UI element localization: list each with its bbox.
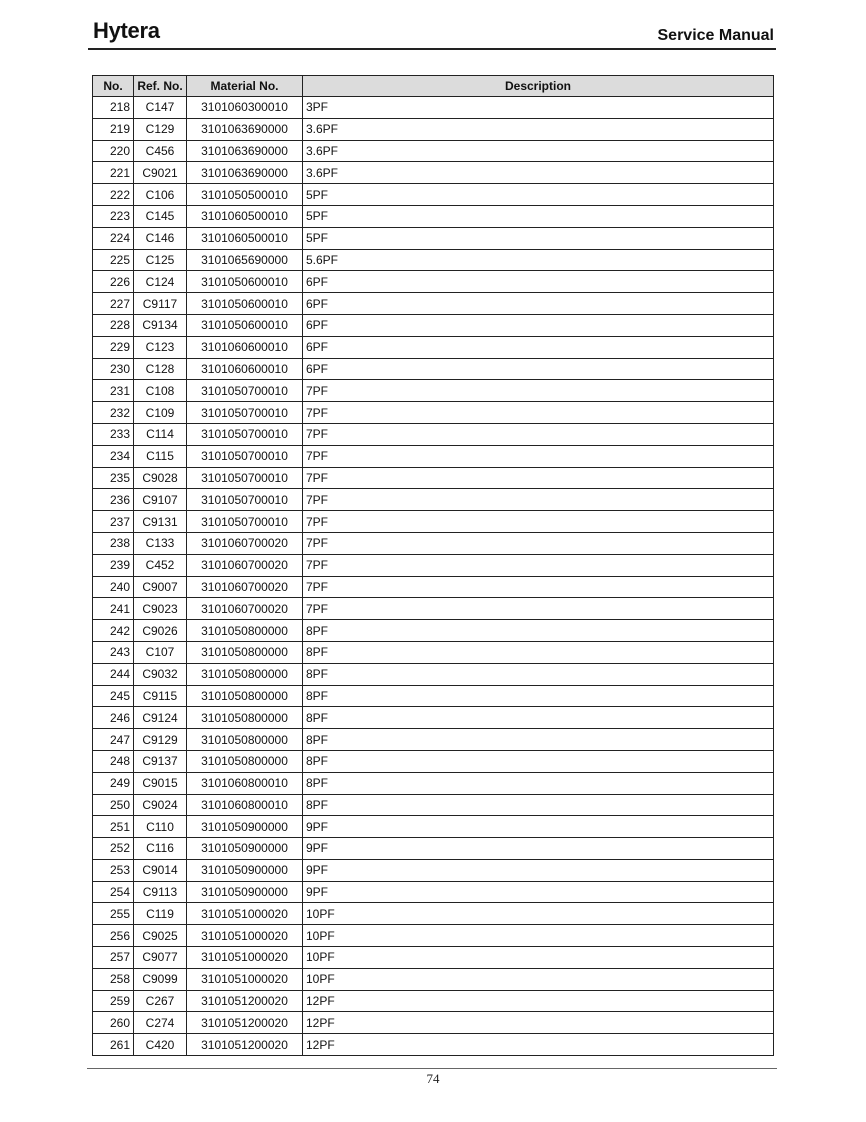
cell-material-no: 3101050500010 <box>187 184 303 206</box>
cell-material-no: 3101063690000 <box>187 118 303 140</box>
table-body <box>93 97 774 1056</box>
cell-material-no: 3101051200020 <box>187 990 303 1012</box>
cell-ref-no: C9115 <box>134 685 187 707</box>
cell-material-no: 3101051200020 <box>187 1034 303 1056</box>
cell-no: 238 <box>93 532 134 554</box>
table-row <box>93 380 774 402</box>
cell-ref-no: C124 <box>134 271 187 293</box>
cell-description: 3.6PF <box>303 140 774 162</box>
parts-list-table <box>92 75 774 1056</box>
cell-material-no: 3101051000020 <box>187 925 303 947</box>
cell-description: 7PF <box>303 489 774 511</box>
table-row <box>93 707 774 729</box>
cell-ref-no: C129 <box>134 118 187 140</box>
table-row <box>93 816 774 838</box>
header-divider <box>88 48 776 50</box>
cell-ref-no: C9026 <box>134 620 187 642</box>
cell-material-no: 3101050800000 <box>187 729 303 751</box>
cell-description: 7PF <box>303 402 774 424</box>
cell-no: 218 <box>93 97 134 119</box>
cell-no: 250 <box>93 794 134 816</box>
document-title: Service Manual <box>657 27 774 44</box>
cell-no: 240 <box>93 576 134 598</box>
cell-description: 7PF <box>303 532 774 554</box>
cell-material-no: 3101060600010 <box>187 336 303 358</box>
cell-description: 8PF <box>303 707 774 729</box>
cell-no: 258 <box>93 968 134 990</box>
cell-ref-no: C9124 <box>134 707 187 729</box>
cell-no: 244 <box>93 663 134 685</box>
cell-material-no: 3101060600010 <box>187 358 303 380</box>
cell-no: 237 <box>93 511 134 533</box>
table-row <box>93 162 774 184</box>
cell-material-no: 3101060500010 <box>187 205 303 227</box>
cell-no: 229 <box>93 336 134 358</box>
cell-description: 9PF <box>303 838 774 860</box>
cell-material-no: 3101050800000 <box>187 663 303 685</box>
cell-no: 251 <box>93 816 134 838</box>
cell-description: 7PF <box>303 576 774 598</box>
cell-material-no: 3101050800000 <box>187 641 303 663</box>
cell-no: 230 <box>93 358 134 380</box>
cell-material-no: 3101050700010 <box>187 445 303 467</box>
table-row <box>93 641 774 663</box>
cell-description: 7PF <box>303 511 774 533</box>
table-row <box>93 118 774 140</box>
cell-no: 252 <box>93 838 134 860</box>
cell-no: 239 <box>93 554 134 576</box>
table-row <box>93 859 774 881</box>
cell-ref-no: C9099 <box>134 968 187 990</box>
cell-description: 3.6PF <box>303 162 774 184</box>
cell-ref-no: C119 <box>134 903 187 925</box>
table-row <box>93 249 774 271</box>
cell-description: 10PF <box>303 903 774 925</box>
cell-material-no: 3101060800010 <box>187 794 303 816</box>
column-header-material-no: Material No. <box>187 76 303 97</box>
cell-no: 233 <box>93 423 134 445</box>
cell-ref-no: C9137 <box>134 750 187 772</box>
cell-ref-no: C9107 <box>134 489 187 511</box>
cell-description: 7PF <box>303 467 774 489</box>
cell-no: 255 <box>93 903 134 925</box>
cell-description: 6PF <box>303 336 774 358</box>
cell-description: 8PF <box>303 663 774 685</box>
cell-no: 224 <box>93 227 134 249</box>
cell-ref-no: C9007 <box>134 576 187 598</box>
cell-material-no: 3101060800010 <box>187 772 303 794</box>
cell-description: 7PF <box>303 598 774 620</box>
cell-no: 253 <box>93 859 134 881</box>
cell-material-no: 3101051000020 <box>187 903 303 925</box>
cell-material-no: 3101050900000 <box>187 859 303 881</box>
cell-ref-no: C107 <box>134 641 187 663</box>
cell-material-no: 3101060700020 <box>187 598 303 620</box>
cell-ref-no: C108 <box>134 380 187 402</box>
cell-no: 257 <box>93 947 134 969</box>
cell-no: 228 <box>93 314 134 336</box>
cell-no: 219 <box>93 118 134 140</box>
cell-no: 226 <box>93 271 134 293</box>
cell-ref-no: C9134 <box>134 314 187 336</box>
table-row <box>93 445 774 467</box>
table-row <box>93 576 774 598</box>
table-row <box>93 947 774 969</box>
cell-material-no: 3101050800000 <box>187 750 303 772</box>
cell-no: 246 <box>93 707 134 729</box>
cell-ref-no: C115 <box>134 445 187 467</box>
cell-material-no: 3101063690000 <box>187 140 303 162</box>
cell-no: 227 <box>93 293 134 315</box>
table-row <box>93 271 774 293</box>
cell-no: 235 <box>93 467 134 489</box>
cell-ref-no: C9077 <box>134 947 187 969</box>
table-row <box>93 336 774 358</box>
cell-description: 6PF <box>303 358 774 380</box>
cell-description: 8PF <box>303 729 774 751</box>
cell-ref-no: C274 <box>134 1012 187 1034</box>
cell-ref-no: C9015 <box>134 772 187 794</box>
table-row <box>93 402 774 424</box>
cell-no: 248 <box>93 750 134 772</box>
table-row <box>93 685 774 707</box>
table-row <box>93 293 774 315</box>
table-row <box>93 663 774 685</box>
cell-ref-no: C9021 <box>134 162 187 184</box>
cell-material-no: 3101050600010 <box>187 293 303 315</box>
cell-material-no: 3101050700010 <box>187 467 303 489</box>
cell-ref-no: C456 <box>134 140 187 162</box>
cell-material-no: 3101050700010 <box>187 380 303 402</box>
cell-no: 220 <box>93 140 134 162</box>
cell-material-no: 3101063690000 <box>187 162 303 184</box>
cell-description: 6PF <box>303 271 774 293</box>
cell-no: 245 <box>93 685 134 707</box>
table-row <box>93 140 774 162</box>
cell-ref-no: C147 <box>134 97 187 119</box>
cell-description: 8PF <box>303 620 774 642</box>
cell-material-no: 3101050900000 <box>187 816 303 838</box>
table-row <box>93 794 774 816</box>
column-header-no: No. <box>93 76 134 97</box>
cell-ref-no: C123 <box>134 336 187 358</box>
table-row <box>93 97 774 119</box>
column-header-description: Description <box>303 76 774 97</box>
cell-no: 225 <box>93 249 134 271</box>
cell-description: 12PF <box>303 990 774 1012</box>
table-row <box>93 1012 774 1034</box>
cell-ref-no: C146 <box>134 227 187 249</box>
cell-no: 236 <box>93 489 134 511</box>
cell-material-no: 3101050800000 <box>187 685 303 707</box>
cell-description: 5PF <box>303 205 774 227</box>
cell-no: 259 <box>93 990 134 1012</box>
cell-material-no: 3101051200020 <box>187 1012 303 1034</box>
cell-no: 256 <box>93 925 134 947</box>
cell-no: 243 <box>93 641 134 663</box>
cell-ref-no: C110 <box>134 816 187 838</box>
cell-material-no: 3101051000020 <box>187 968 303 990</box>
cell-ref-no: C9023 <box>134 598 187 620</box>
table-row <box>93 423 774 445</box>
table-row <box>93 467 774 489</box>
cell-description: 8PF <box>303 641 774 663</box>
cell-no: 223 <box>93 205 134 227</box>
table-row <box>93 881 774 903</box>
table-row <box>93 729 774 751</box>
cell-material-no: 3101065690000 <box>187 249 303 271</box>
cell-description: 7PF <box>303 380 774 402</box>
cell-ref-no: C128 <box>134 358 187 380</box>
cell-no: 234 <box>93 445 134 467</box>
cell-ref-no: C9117 <box>134 293 187 315</box>
cell-description: 8PF <box>303 750 774 772</box>
cell-no: 254 <box>93 881 134 903</box>
cell-ref-no: C9131 <box>134 511 187 533</box>
table-row <box>93 968 774 990</box>
cell-ref-no: C9129 <box>134 729 187 751</box>
table-row <box>93 227 774 249</box>
cell-material-no: 3101060500010 <box>187 227 303 249</box>
table-header-row <box>93 76 774 97</box>
cell-material-no: 3101060700020 <box>187 532 303 554</box>
cell-no: 242 <box>93 620 134 642</box>
cell-description: 7PF <box>303 445 774 467</box>
cell-description: 10PF <box>303 925 774 947</box>
table-row <box>93 511 774 533</box>
cell-ref-no: C420 <box>134 1034 187 1056</box>
cell-material-no: 3101050800000 <box>187 620 303 642</box>
table-row <box>93 750 774 772</box>
cell-material-no: 3101050900000 <box>187 881 303 903</box>
cell-description: 8PF <box>303 685 774 707</box>
cell-ref-no: C116 <box>134 838 187 860</box>
cell-description: 9PF <box>303 816 774 838</box>
cell-no: 221 <box>93 162 134 184</box>
cell-ref-no: C9032 <box>134 663 187 685</box>
cell-ref-no: C9028 <box>134 467 187 489</box>
cell-ref-no: C9025 <box>134 925 187 947</box>
cell-no: 232 <box>93 402 134 424</box>
table-row <box>93 314 774 336</box>
cell-no: 247 <box>93 729 134 751</box>
cell-ref-no: C109 <box>134 402 187 424</box>
table-row <box>93 205 774 227</box>
cell-description: 8PF <box>303 794 774 816</box>
cell-material-no: 3101050900000 <box>187 838 303 860</box>
cell-ref-no: C9024 <box>134 794 187 816</box>
table-row <box>93 620 774 642</box>
table-row <box>93 772 774 794</box>
cell-material-no: 3101051000020 <box>187 947 303 969</box>
cell-ref-no: C133 <box>134 532 187 554</box>
table-row <box>93 1034 774 1056</box>
cell-description: 7PF <box>303 554 774 576</box>
table-row <box>93 358 774 380</box>
cell-ref-no: C114 <box>134 423 187 445</box>
table-row <box>93 489 774 511</box>
table-row <box>93 184 774 206</box>
cell-material-no: 3101050800000 <box>187 707 303 729</box>
cell-description: 3.6PF <box>303 118 774 140</box>
table-row <box>93 554 774 576</box>
cell-description: 5PF <box>303 184 774 206</box>
cell-material-no: 3101060700020 <box>187 576 303 598</box>
cell-description: 7PF <box>303 423 774 445</box>
cell-description: 12PF <box>303 1012 774 1034</box>
footer-divider <box>87 1068 777 1069</box>
cell-material-no: 3101060700020 <box>187 554 303 576</box>
table-row <box>93 598 774 620</box>
cell-ref-no: C9113 <box>134 881 187 903</box>
cell-no: 261 <box>93 1034 134 1056</box>
cell-description: 6PF <box>303 293 774 315</box>
cell-description: 3PF <box>303 97 774 119</box>
cell-no: 241 <box>93 598 134 620</box>
table-row <box>93 838 774 860</box>
cell-description: 8PF <box>303 772 774 794</box>
cell-material-no: 3101050700010 <box>187 402 303 424</box>
table-row <box>93 925 774 947</box>
cell-ref-no: C452 <box>134 554 187 576</box>
cell-no: 231 <box>93 380 134 402</box>
cell-no: 222 <box>93 184 134 206</box>
cell-description: 9PF <box>303 859 774 881</box>
table-row <box>93 903 774 925</box>
cell-no: 249 <box>93 772 134 794</box>
cell-material-no: 3101050600010 <box>187 271 303 293</box>
cell-ref-no: C267 <box>134 990 187 1012</box>
table-row <box>93 532 774 554</box>
column-header-ref-no: Ref. No. <box>134 76 187 97</box>
cell-description: 12PF <box>303 1034 774 1056</box>
cell-description: 5PF <box>303 227 774 249</box>
cell-description: 5.6PF <box>303 249 774 271</box>
cell-no: 260 <box>93 1012 134 1034</box>
cell-description: 10PF <box>303 968 774 990</box>
cell-ref-no: C145 <box>134 205 187 227</box>
brand-logo: Hytera <box>93 18 160 43</box>
cell-material-no: 3101050600010 <box>187 314 303 336</box>
cell-material-no: 3101050700010 <box>187 511 303 533</box>
table-row <box>93 990 774 1012</box>
cell-description: 9PF <box>303 881 774 903</box>
cell-ref-no: C9014 <box>134 859 187 881</box>
cell-material-no: 3101050700010 <box>187 489 303 511</box>
cell-description: 10PF <box>303 947 774 969</box>
cell-material-no: 3101050700010 <box>187 423 303 445</box>
cell-ref-no: C125 <box>134 249 187 271</box>
cell-material-no: 3101060300010 <box>187 97 303 119</box>
page-number: 74 <box>426 1071 440 1086</box>
cell-ref-no: C106 <box>134 184 187 206</box>
cell-description: 6PF <box>303 314 774 336</box>
